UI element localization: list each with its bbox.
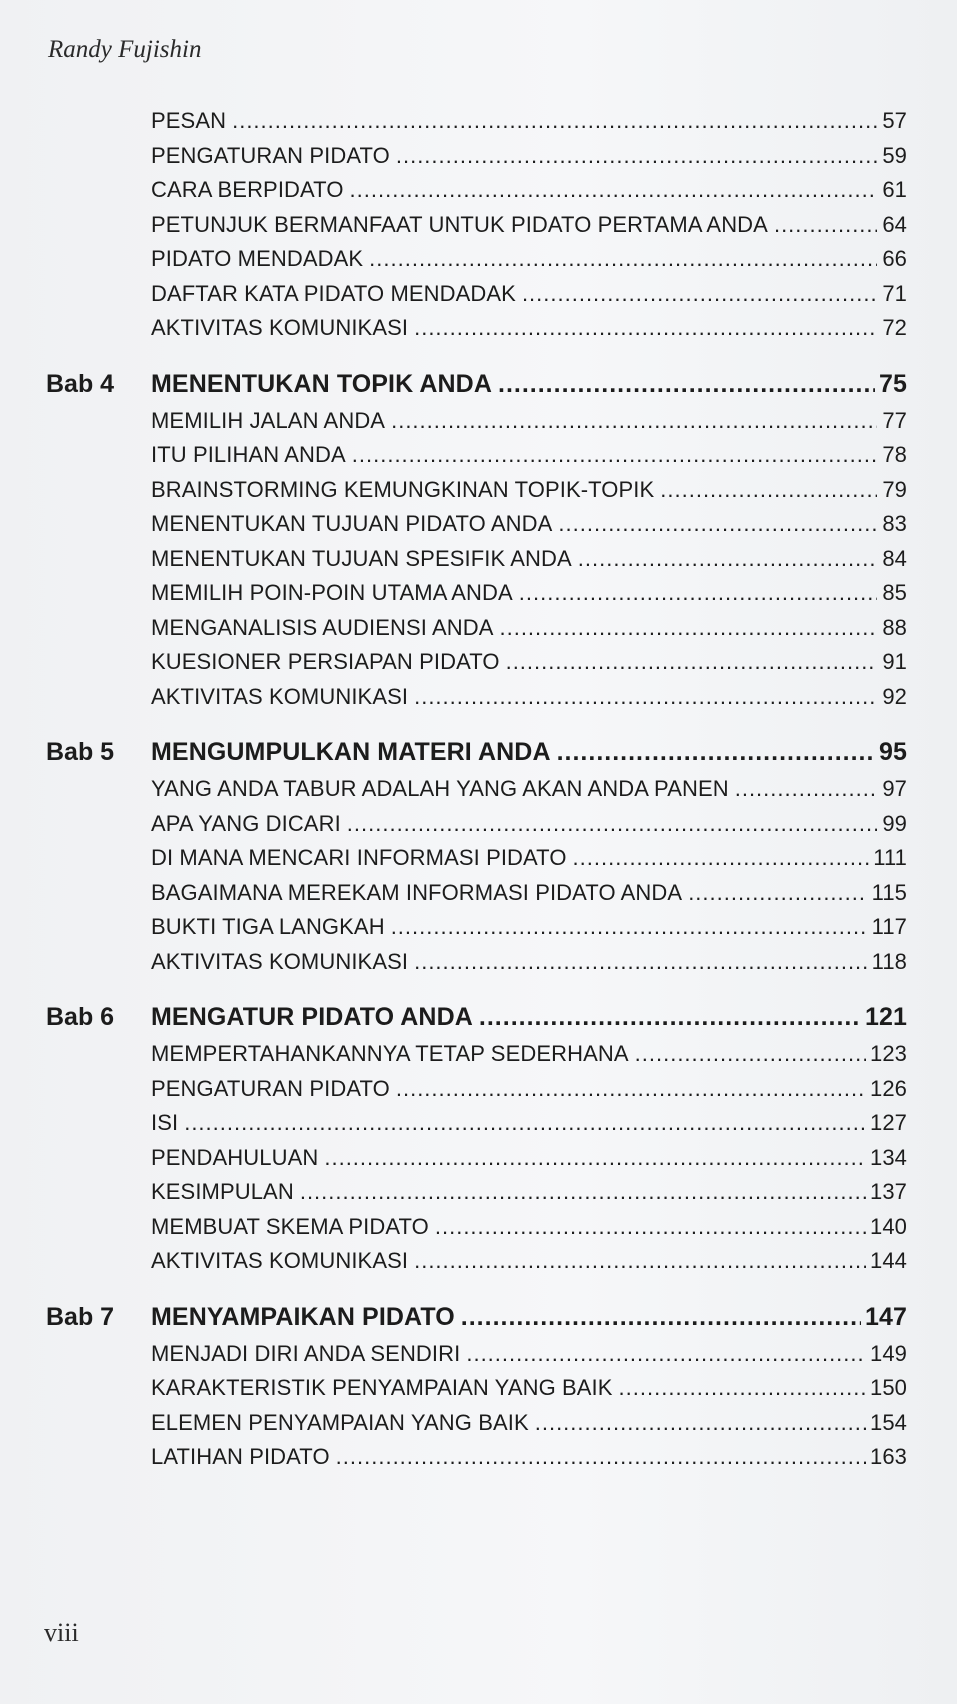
dot-leader xyxy=(558,511,877,537)
dot-leader xyxy=(479,1003,861,1032)
section-page-number: 92 xyxy=(882,683,907,709)
dot-leader xyxy=(324,1145,866,1171)
chapter-title: MENGATUR PIDATO ANDA xyxy=(151,1003,473,1031)
dot-leader xyxy=(336,1444,866,1470)
section-title: AKTIVITAS KOMUNIKASI xyxy=(151,315,409,340)
toc-entry xyxy=(0,442,957,477)
dot-leader xyxy=(352,442,877,468)
dot-leader xyxy=(535,1410,866,1436)
chapter-list xyxy=(0,350,957,1479)
section-page-number: 97 xyxy=(882,776,907,801)
toc-entry xyxy=(0,615,957,650)
chapter-label: Bab 4 xyxy=(46,369,115,398)
section-line xyxy=(151,1110,907,1136)
section-page-number: 84 xyxy=(882,545,907,571)
section-line xyxy=(151,1248,907,1274)
section-title: YANG ANDA TABUR ADALAH YANG AKAN ANDA PANEN xyxy=(151,776,729,801)
toc-entry xyxy=(0,1041,957,1076)
dot-leader xyxy=(573,845,870,871)
section-page-number: 115 xyxy=(871,879,907,905)
section-title: CARA BERPIDATO xyxy=(151,177,344,202)
section-line xyxy=(151,546,907,572)
section-title: DAFTAR KATA PIDATO MENDADAK xyxy=(151,280,516,306)
dot-leader xyxy=(522,281,877,307)
chapter-title: MENENTUKAN TOPIK ANDA xyxy=(151,369,492,398)
section-page-number: 72 xyxy=(882,315,907,340)
section-title: PIDATO MENDADAK xyxy=(151,246,364,271)
section-line xyxy=(151,511,907,537)
chapter-title-line xyxy=(151,1303,907,1332)
section-page-number: 140 xyxy=(869,1213,907,1239)
section-title: LATIHAN PIDATO xyxy=(151,1444,330,1469)
toc-entry xyxy=(0,246,957,281)
section-page-number: 59 xyxy=(882,142,907,168)
section-title: MENENTUKAN TUJUAN SPESIFIK ANDA xyxy=(151,545,572,571)
toc-entry xyxy=(0,408,957,443)
dot-leader xyxy=(350,177,877,203)
page-number: viii xyxy=(44,1618,79,1647)
toc-entry xyxy=(0,811,957,846)
section-line xyxy=(151,914,907,940)
section-page-number: 79 xyxy=(882,476,907,502)
chapter-heading-row xyxy=(0,738,957,776)
section-title: BAGAIMANA MEREKAM INFORMASI PIDATO ANDA xyxy=(151,879,683,905)
section-page-number: 66 xyxy=(882,246,907,271)
section-title: MEMBUAT SKEMA PIDATO xyxy=(151,1213,429,1239)
chapter-block xyxy=(0,1003,957,1283)
dot-leader xyxy=(498,370,875,399)
section-title: APA YANG DICARI xyxy=(151,810,341,836)
section-page-number: 77 xyxy=(882,407,907,433)
dot-leader xyxy=(391,914,868,940)
toc-entry xyxy=(0,1375,957,1410)
toc-entry xyxy=(0,281,957,316)
dot-leader xyxy=(396,143,877,169)
chapter-spacer xyxy=(0,718,957,738)
section-page-number: 57 xyxy=(882,108,907,133)
toc-entry xyxy=(0,914,957,949)
section-line xyxy=(151,212,907,238)
toc-entry xyxy=(0,1145,957,1180)
chapter-page-number: 75 xyxy=(878,369,907,398)
section-page-number: 83 xyxy=(882,511,907,536)
section-line xyxy=(151,281,907,307)
section-line xyxy=(151,1041,907,1067)
section-line xyxy=(151,108,907,134)
chapter-heading-row xyxy=(0,1003,957,1041)
dot-leader xyxy=(414,315,877,341)
dot-leader xyxy=(688,880,867,906)
section-title: AKTIVITAS KOMUNIKASI xyxy=(151,1248,409,1273)
toc-entry xyxy=(0,776,957,811)
toc-entry xyxy=(0,949,957,984)
section-page-number: 150 xyxy=(869,1375,907,1400)
chapter-title: MENGUMPULKAN MATERI ANDA xyxy=(151,738,551,766)
section-page-number: 99 xyxy=(882,810,907,836)
chapter-page-number: 147 xyxy=(864,1302,907,1331)
section-line xyxy=(151,776,907,802)
section-title: BRAINSTORMING KEMUNGKINAN TOPIK-TOPIK xyxy=(151,476,655,502)
toc-entry xyxy=(0,477,957,512)
section-line xyxy=(151,880,907,906)
dot-leader xyxy=(232,108,877,134)
section-page-number: 144 xyxy=(869,1248,907,1273)
section-title: MENENTUKAN TUJUAN PIDATO ANDA xyxy=(151,511,553,536)
section-line xyxy=(151,1444,907,1470)
toc-entry xyxy=(0,546,957,581)
section-title: MEMILIH POIN-POIN UTAMA ANDA xyxy=(151,580,513,605)
chapter-label: Bab 7 xyxy=(46,1302,115,1331)
section-page-number: 91 xyxy=(882,649,907,674)
chapter-page-number: 121 xyxy=(864,1003,907,1031)
dot-leader xyxy=(435,1214,866,1240)
toc-entry xyxy=(0,1410,957,1445)
chapter-heading-row xyxy=(0,1303,957,1341)
section-line xyxy=(151,1375,907,1401)
section-line xyxy=(151,1179,907,1205)
toc-entry xyxy=(0,845,957,880)
section-page-number: 88 xyxy=(882,614,907,640)
chapter-title-line xyxy=(151,1003,907,1032)
section-line xyxy=(151,246,907,272)
chapter-title-line xyxy=(151,738,907,767)
section-line xyxy=(151,949,907,975)
section-page-number: 154 xyxy=(869,1409,907,1435)
section-page-number: 71 xyxy=(882,280,907,306)
section-title: PENGATURAN PIDATO xyxy=(151,1075,390,1101)
section-line xyxy=(151,1214,907,1240)
section-title: PETUNJUK BERMANFAAT UNTUK PIDATO PERTAMA ANDA xyxy=(151,211,768,237)
toc-entry xyxy=(0,580,957,615)
section-title: PENGATURAN PIDATO xyxy=(151,142,390,168)
toc-entry xyxy=(0,880,957,915)
section-line xyxy=(151,1410,907,1436)
section-line xyxy=(151,811,907,837)
toc-entry xyxy=(0,1214,957,1249)
section-title: PENDAHULUAN xyxy=(151,1144,319,1170)
dot-leader xyxy=(391,408,877,434)
toc-entry xyxy=(0,212,957,247)
dot-leader xyxy=(735,776,877,802)
dot-leader xyxy=(347,811,877,837)
chapter-spacer xyxy=(0,983,957,1003)
section-page-number: 78 xyxy=(882,442,907,467)
section-title: PESAN xyxy=(151,108,227,133)
section-title: MEMILIH JALAN ANDA xyxy=(151,407,386,433)
section-title: KESIMPULAN xyxy=(151,1179,294,1204)
toc-entry xyxy=(0,511,957,546)
dot-leader xyxy=(414,684,877,710)
section-page-number: 111 xyxy=(873,845,907,870)
section-page-number: 118 xyxy=(871,948,907,974)
toc-entry xyxy=(0,1110,957,1145)
section-line xyxy=(151,143,907,169)
section-line xyxy=(151,408,907,434)
chapter-heading-row xyxy=(0,370,957,408)
section-title: AKTIVITAS KOMUNIKASI xyxy=(151,683,409,709)
chapter-title-line xyxy=(151,370,907,399)
dot-leader xyxy=(578,546,877,572)
chapter-block xyxy=(0,738,957,983)
section-line xyxy=(151,477,907,503)
toc-entry xyxy=(0,108,957,143)
section-line xyxy=(151,1145,907,1171)
chapter-label: Bab 6 xyxy=(46,1003,115,1031)
toc-entry xyxy=(0,177,957,212)
section-line xyxy=(151,649,907,675)
section-line xyxy=(151,442,907,468)
section-title: KARAKTERISTIK PENYAMPAIAN YANG BAIK xyxy=(151,1375,613,1400)
dot-leader xyxy=(635,1041,866,1067)
dot-leader xyxy=(619,1375,866,1401)
dot-leader xyxy=(774,212,877,238)
section-title: MEMPERTAHANKANNYA TETAP SEDERHANA xyxy=(151,1041,629,1066)
dot-leader xyxy=(660,477,877,503)
toc-entry xyxy=(0,1341,957,1376)
section-line xyxy=(151,615,907,641)
section-page-number: 64 xyxy=(882,211,907,237)
section-page-number: 127 xyxy=(869,1110,907,1135)
section-page-number: 134 xyxy=(869,1144,907,1170)
chapter-block xyxy=(0,370,957,719)
section-title: DI MANA MENCARI INFORMASI PIDATO xyxy=(151,845,567,870)
section-page-number: 61 xyxy=(882,177,907,202)
section-page-number: 126 xyxy=(869,1075,907,1101)
section-title: MENJADI DIRI ANDA SENDIRI xyxy=(151,1340,461,1366)
dot-leader xyxy=(466,1341,866,1367)
dot-leader xyxy=(557,738,875,767)
dot-leader xyxy=(414,949,868,975)
chapter-block xyxy=(0,1303,957,1479)
section-title: KUESIONER PERSIAPAN PIDATO xyxy=(151,649,500,674)
toc-entry xyxy=(0,649,957,684)
section-line xyxy=(151,177,907,203)
table-of-contents xyxy=(0,108,957,1479)
chapter-spacer xyxy=(0,350,957,370)
dot-leader xyxy=(519,580,877,606)
section-line xyxy=(151,684,907,710)
toc-entry xyxy=(0,684,957,719)
section-page-number: 149 xyxy=(869,1340,907,1366)
section-line xyxy=(151,315,907,341)
section-title: ELEMEN PENYAMPAIAN YANG BAIK xyxy=(151,1409,529,1435)
toc-entry xyxy=(0,1179,957,1214)
chapter-title: MENYAMPAIKAN PIDATO xyxy=(151,1302,455,1331)
section-page-number: 137 xyxy=(869,1179,907,1204)
toc-entry xyxy=(0,1076,957,1111)
dot-leader xyxy=(461,1303,861,1332)
chapter-label: Bab 5 xyxy=(46,738,115,766)
running-header-author: Randy Fujishin xyxy=(48,36,202,63)
toc-entry xyxy=(0,315,957,350)
section-title: AKTIVITAS KOMUNIKASI xyxy=(151,948,409,974)
section-title: ISI xyxy=(151,1110,179,1135)
section-page-number: 85 xyxy=(882,580,907,605)
section-title: ITU PILIHAN ANDA xyxy=(151,442,346,467)
section-title: MENGANALISIS AUDIENSI ANDA xyxy=(151,614,494,640)
intro-section-list xyxy=(0,108,957,350)
section-page-number: 123 xyxy=(869,1041,907,1066)
dot-leader xyxy=(506,649,877,675)
section-line xyxy=(151,1076,907,1102)
section-page-number: 163 xyxy=(869,1444,907,1469)
section-line xyxy=(151,845,907,871)
toc-entry xyxy=(0,143,957,178)
chapter-page-number: 95 xyxy=(878,738,907,766)
dot-leader xyxy=(369,246,877,272)
toc-entry xyxy=(0,1444,957,1479)
dot-leader xyxy=(396,1076,866,1102)
dot-leader xyxy=(184,1110,866,1136)
section-title: BUKTI TIGA LANGKAH xyxy=(151,914,385,939)
toc-entry xyxy=(0,1248,957,1283)
chapter-spacer xyxy=(0,1283,957,1303)
dot-leader xyxy=(300,1179,866,1205)
dot-leader xyxy=(414,1248,866,1274)
section-line xyxy=(151,580,907,606)
section-line xyxy=(151,1341,907,1367)
dot-leader xyxy=(499,615,877,641)
section-page-number: 117 xyxy=(871,914,907,939)
